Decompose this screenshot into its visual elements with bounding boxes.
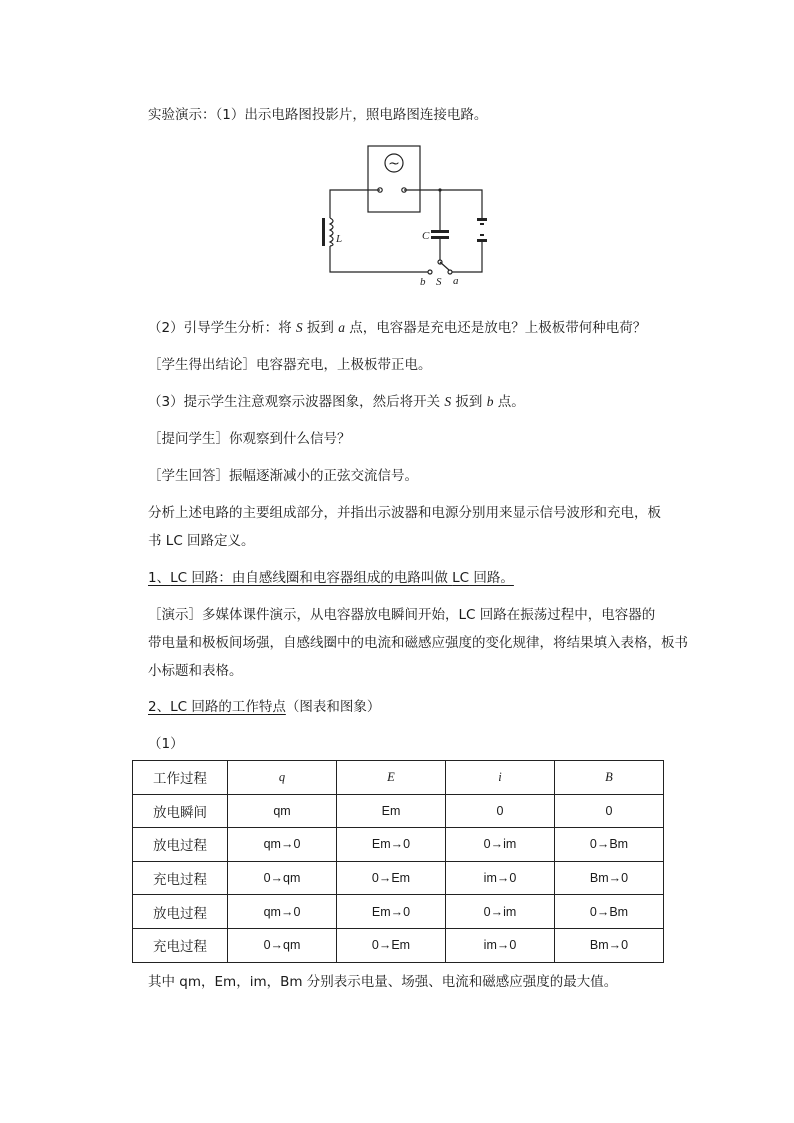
table-cell: qm→0	[228, 895, 337, 929]
analysis-line1: 分析上述电路的主要组成部分，并指出示波器和电源分别用来显示信号波形和充电，板	[148, 505, 661, 521]
table-cell: 充电过程	[133, 861, 228, 895]
answer-text: ［学生回答］振幅逐渐减小的正弦交流信号。	[148, 468, 418, 484]
table-cell: 0→im	[446, 895, 555, 929]
circuit-diagram	[310, 138, 500, 288]
table-cell: 0→qm	[228, 861, 337, 895]
table-cell: Em→0	[337, 895, 446, 929]
table-row	[133, 828, 664, 862]
table-cell: Em	[337, 794, 446, 828]
switch-terminal-a	[448, 270, 452, 274]
table-row	[133, 861, 664, 895]
label-b: b	[420, 276, 426, 288]
table-cell: 0	[555, 794, 664, 828]
demo-line3: 小标题和表格。	[148, 663, 243, 679]
table-row	[133, 895, 664, 929]
table-cell: im→0	[446, 928, 555, 962]
capacitor-plate-top	[431, 230, 449, 233]
table-cell: 0→Em	[337, 928, 446, 962]
header-cell: i	[446, 761, 555, 795]
table-row	[133, 928, 664, 962]
header-cell: q	[228, 761, 337, 795]
definition-lc-circuit: 1、LC 回路：由自感线圈和电容器组成的电路叫做 LC 回路。	[148, 570, 514, 586]
conclusion-text: ［学生得出结论］电容器充电，上极板带正电。	[148, 357, 432, 373]
lc-process-table	[132, 760, 664, 963]
header-cell: E	[337, 761, 446, 795]
table-cell: 0→Bm	[555, 828, 664, 862]
question-text: ［提问学生］你观察到什么信号？	[148, 431, 351, 447]
wire-bottom-right	[452, 242, 482, 272]
table-cell: 放电过程	[133, 895, 228, 929]
table-cell: qm	[228, 794, 337, 828]
inductor-core	[322, 218, 325, 246]
subsection-1: （1）	[148, 736, 184, 752]
table-cell: 放电过程	[133, 828, 228, 862]
table-cell: im→0	[446, 861, 555, 895]
table-cell: 放电瞬间	[133, 794, 228, 828]
table-cell: Em→0	[337, 828, 446, 862]
analysis-line2: 书 LC 回路定义。	[148, 533, 255, 549]
table-cell: 0→Bm	[555, 895, 664, 929]
inductor-icon	[330, 218, 333, 246]
table-cell: qm→0	[228, 828, 337, 862]
table-row	[133, 794, 664, 828]
table-cell: 0→qm	[228, 928, 337, 962]
wire-top-right	[404, 190, 482, 218]
junction-dot	[438, 188, 441, 191]
header-cell: B	[555, 761, 664, 795]
label-L: L	[336, 233, 343, 245]
label-S: S	[436, 276, 442, 288]
intro-text: 实验演示：（1）出示电路图投影片，照电路图连接电路。	[148, 107, 488, 123]
label-C: C	[422, 230, 430, 242]
header-cell: 工作过程	[133, 761, 228, 795]
battery-icon	[477, 218, 487, 242]
switch-terminal-b	[428, 270, 432, 274]
source-symbol: ~	[388, 156, 400, 172]
section2-heading: 2、LC 回路的工作特点（图表和图象）	[148, 699, 381, 715]
wire-top-left	[330, 190, 380, 218]
label-a: a	[453, 275, 459, 287]
step2-text: （2）引导学生分析：将 S 扳到 a 点，电容器是充电还是放电？上极板带何种电荷？	[148, 320, 647, 336]
table-cell: 0→Em	[337, 861, 446, 895]
wire-bottom-left	[330, 246, 428, 272]
demo-line1: ［演示］多媒体课件演示，从电容器放电瞬间开始，LC 回路在振荡过程中，电容器的	[148, 607, 656, 623]
capacitor-plate-bottom	[431, 236, 449, 239]
footnote-text: 其中 qm，Em，im，Bm 分别表示电量、场强、电流和磁感应强度的最大值。	[148, 974, 618, 990]
switch-blade	[440, 262, 449, 270]
table-cell: 0	[446, 794, 555, 828]
table-cell: Bm→0	[555, 861, 664, 895]
table-cell: 0→im	[446, 828, 555, 862]
table-header-row	[133, 761, 664, 795]
step3-text: （3）提示学生注意观察示波器图象，然后将开关 S 扳到 b 点。	[148, 394, 525, 410]
table-cell: Bm→0	[555, 928, 664, 962]
table-cell: 充电过程	[133, 928, 228, 962]
demo-line2: 带电量和极板间场强，自感线圈中的电流和磁感应强度的变化规律，将结果填入表格，板书	[148, 635, 688, 651]
